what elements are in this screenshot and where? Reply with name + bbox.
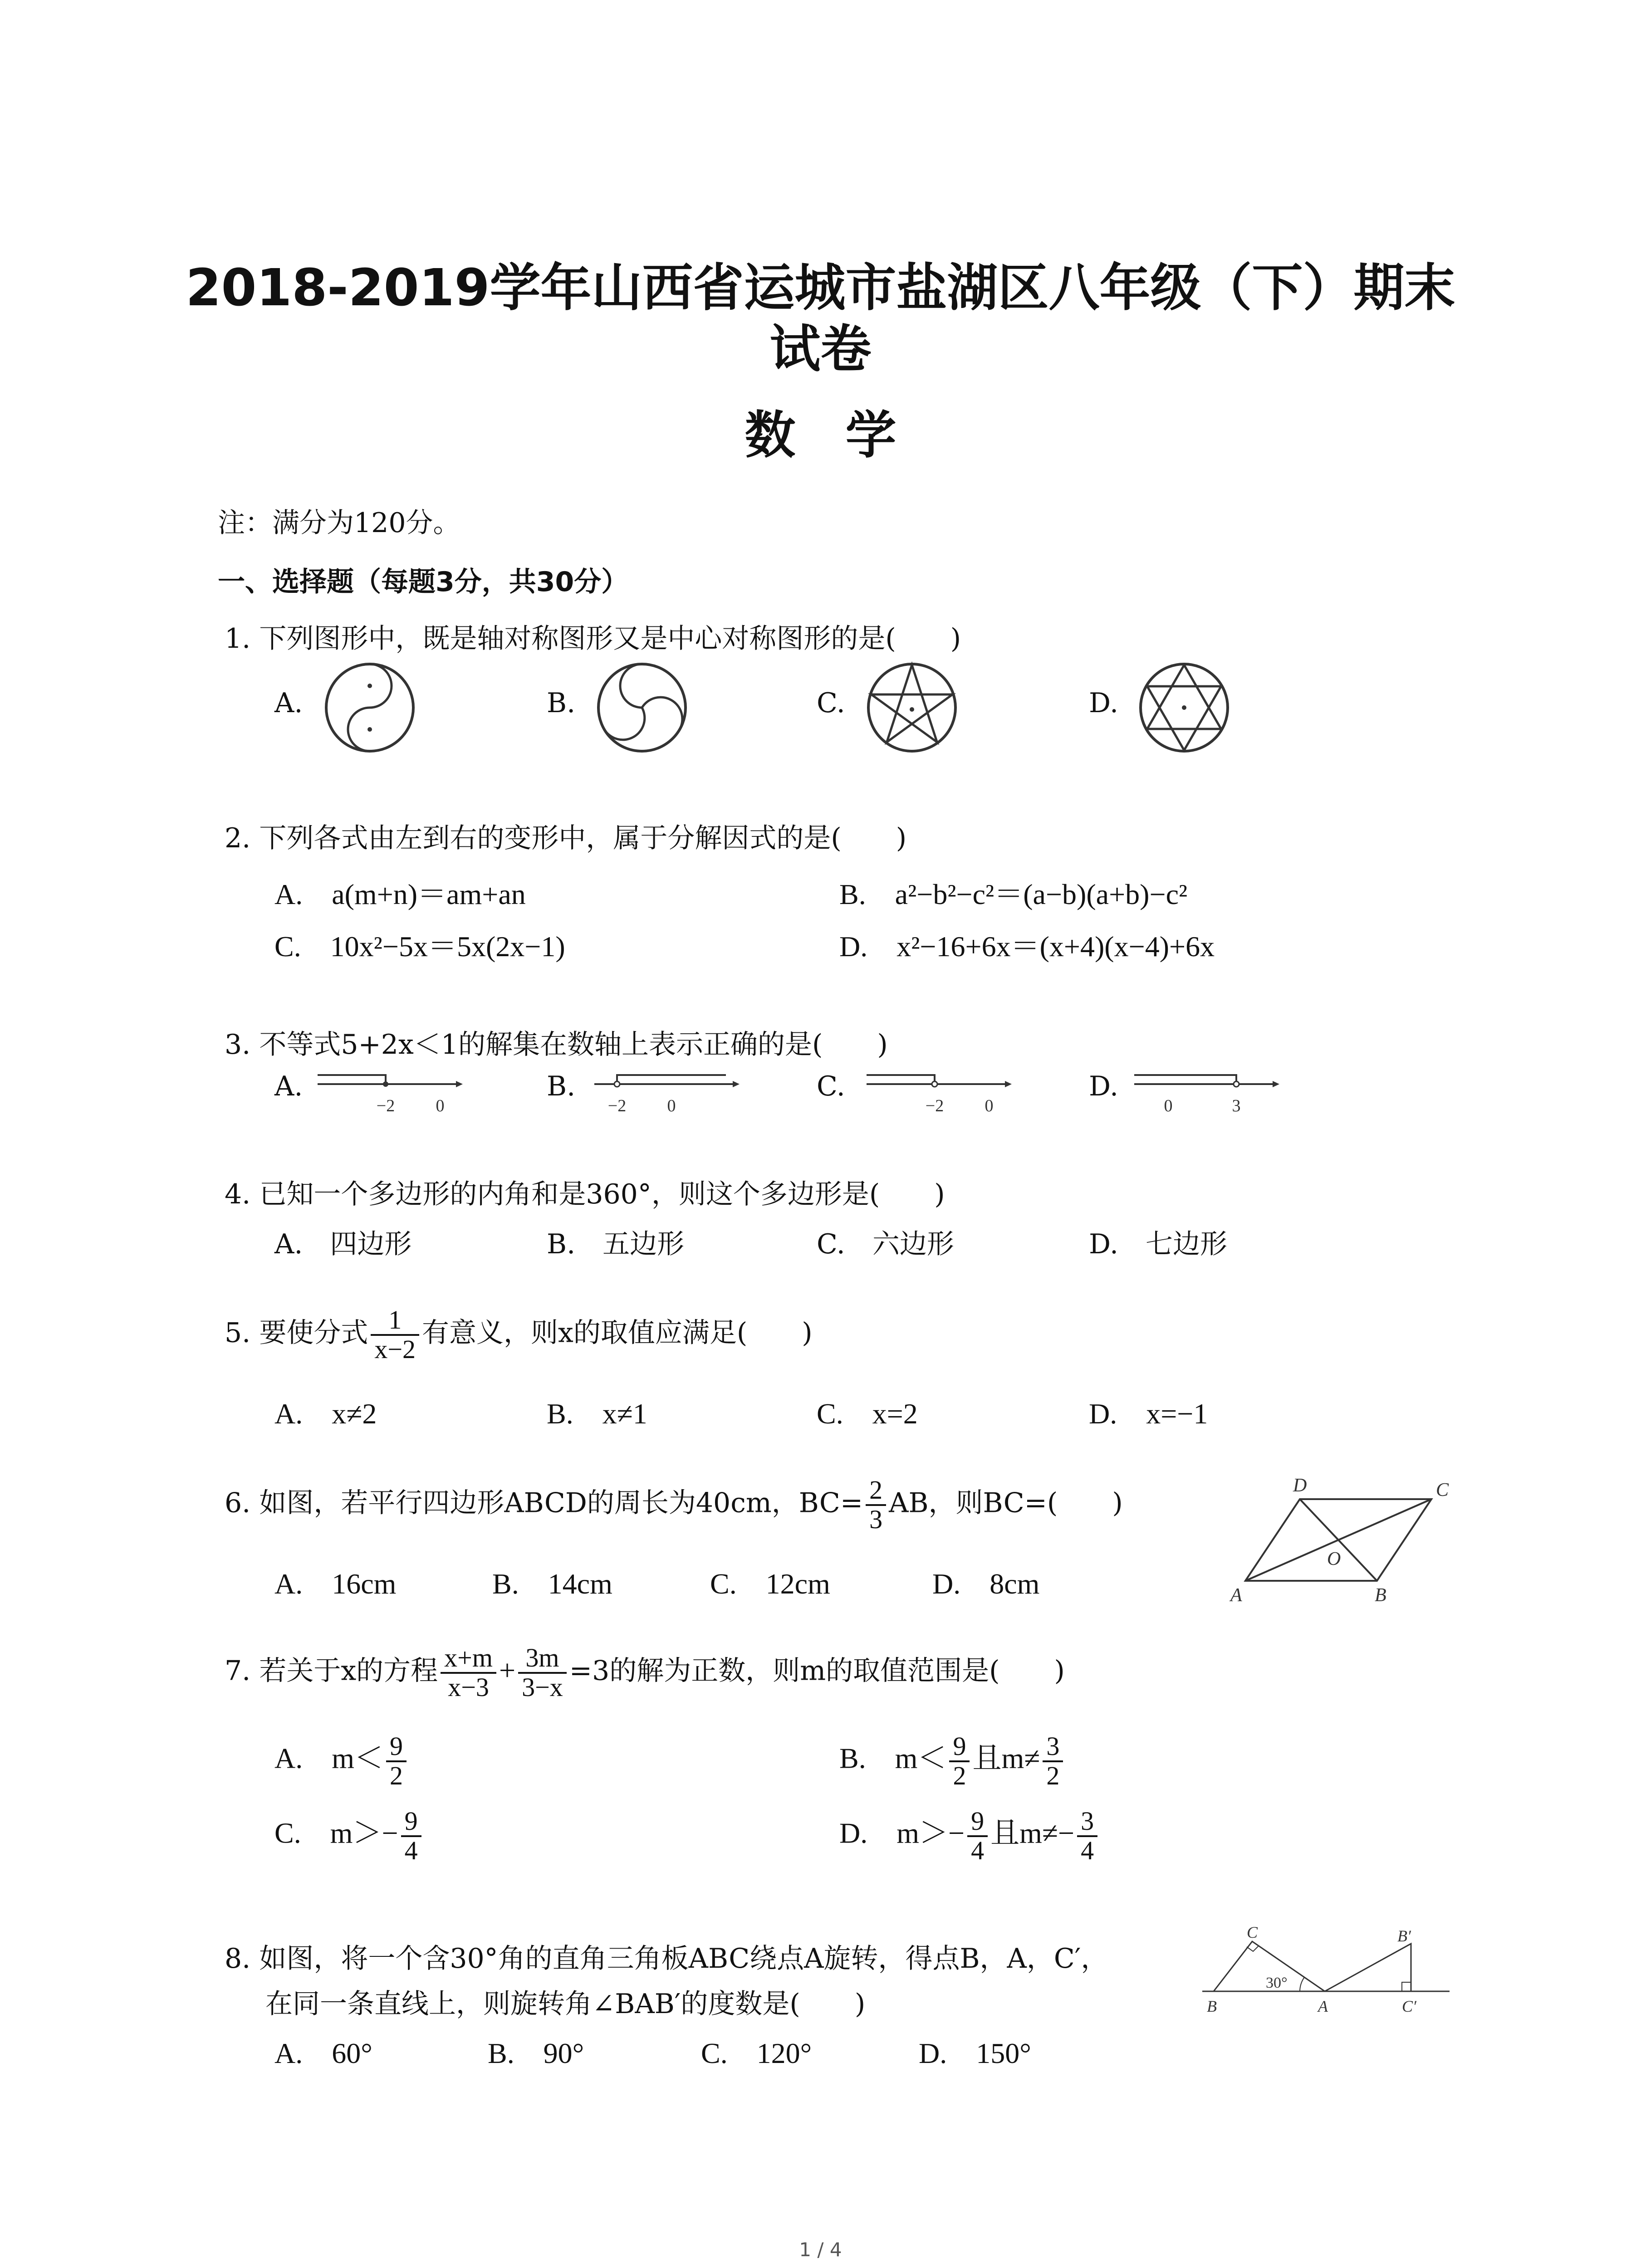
q5-option-b[interactable]: B. x≠1	[547, 1398, 647, 1430]
q1-stem: 1. 下列图形中，既是轴对称图形又是中心对称图形的是( )	[225, 623, 961, 655]
q7-option-b[interactable]	[839, 1733, 1066, 1790]
q7-b-den2: 2	[1046, 1760, 1060, 1790]
hexagram-figure	[1139, 662, 1230, 753]
q7-c-fraction	[401, 1808, 421, 1865]
q6-frac-num: 2	[866, 1476, 886, 1506]
q7-c-pre: C. m＞−	[274, 1817, 398, 1849]
subject-title: 数学	[745, 406, 946, 465]
q7-d-fraction-1	[967, 1808, 988, 1865]
title-line1: 2018-2019学年山西省运城市盐湖区八年级（下）期末	[186, 259, 1455, 318]
q4-option-d[interactable]: D. 七边形	[1089, 1228, 1228, 1260]
q6-option-c[interactable]: C. 12cm	[710, 1568, 830, 1600]
q5-stem	[225, 1306, 813, 1364]
q8-option-b[interactable]: B. 90°	[488, 2037, 584, 2069]
number-line-b-tick-1: −2	[607, 1096, 627, 1115]
q7-b-fraction-2	[1043, 1733, 1063, 1790]
q1-label-d: D.	[1089, 687, 1119, 719]
q8-option-d[interactable]: D. 150°	[919, 2037, 1031, 2069]
q3-label-c: C.	[817, 1070, 845, 1102]
title-line2: 试卷	[769, 320, 872, 379]
number-line-a-tick-1: −2	[376, 1096, 395, 1115]
q7-d-den: 4	[971, 1835, 985, 1865]
center-o-label: O	[1327, 1549, 1341, 1569]
yin-yang-figure	[324, 662, 415, 753]
q4-option-a[interactable]: A. 四边形	[274, 1228, 412, 1260]
q7-option-d[interactable]	[839, 1808, 1100, 1865]
number-line-c-tick-2: 0	[985, 1096, 994, 1115]
q7-stem-pre: 7. 若关于x的方程	[225, 1655, 438, 1687]
number-line-d	[1134, 1066, 1279, 1116]
q6-option-d[interactable]: D. 8cm	[932, 1568, 1040, 1600]
q7-a-num: 9	[386, 1733, 407, 1762]
q7-plus: +	[499, 1654, 516, 1686]
q7-b-fraction-1	[949, 1733, 970, 1790]
q4-option-c[interactable]: C. 六边形	[817, 1228, 954, 1260]
q3-stem: 3. 不等式5+2x＜1的解集在数轴上表示正确的是( )	[225, 1029, 888, 1061]
point-c-prime-label: C′	[1402, 1997, 1416, 2015]
q4-stem: 4. 已知一个多边形的内角和是360°，则这个多边形是( )	[225, 1178, 945, 1210]
q4-option-b[interactable]: B. 五边形	[547, 1228, 685, 1260]
parallelogram-figure	[1225, 1474, 1452, 1610]
page-number: 1 / 4	[799, 2239, 842, 2261]
number-line-b	[594, 1066, 740, 1116]
q7-c-den: 4	[404, 1835, 418, 1865]
triple-swirl-figure	[597, 662, 687, 753]
q3-label-d: D.	[1089, 1070, 1119, 1102]
angle-30-label: 30°	[1266, 1975, 1288, 1991]
q7-f1-den: x−3	[448, 1672, 489, 1702]
vertex-a-label: A	[1230, 1585, 1242, 1606]
q5-stem-post: 有意义，则x的取值应满足( )	[422, 1317, 813, 1349]
q5-stem-pre: 5. 要使分式	[225, 1317, 368, 1349]
number-line-c-tick-1: −2	[925, 1096, 944, 1115]
q6-frac-den: 3	[869, 1504, 883, 1534]
q7-fraction-1	[441, 1644, 496, 1701]
q7-d-mid: 且m≠−	[990, 1817, 1075, 1849]
q7-b-pre: B. m＜	[839, 1742, 947, 1774]
number-line-d-tick-2: 3	[1232, 1096, 1241, 1115]
q5-option-d[interactable]: D. x=−1	[1089, 1398, 1208, 1430]
q7-option-a[interactable]	[274, 1733, 409, 1790]
q7-d-fraction-2	[1077, 1808, 1097, 1865]
q8-stem-line1: 8. 如图，将一个含30°角的直角三角板ABC绕点A旋转，得点B，A，C′，	[225, 1943, 1108, 1975]
q7-f2-num: 3m	[518, 1644, 567, 1674]
vertex-c-label: C	[1436, 1480, 1449, 1501]
q5-option-a[interactable]: A. x≠2	[274, 1398, 377, 1430]
pentagram-figure	[867, 662, 957, 753]
q1-label-b: B.	[547, 687, 576, 719]
q8-option-c[interactable]: C. 120°	[701, 2037, 812, 2069]
q5-frac-num: 1	[371, 1306, 419, 1336]
q7-a-pre: A. m＜	[274, 1742, 383, 1774]
q2-option-b[interactable]: B. a²−b²−c²＝(a−b)(a+b)−c²	[839, 878, 1188, 910]
q7-stem	[225, 1644, 1065, 1701]
q7-f2-den: 3−x	[522, 1672, 563, 1702]
point-a-label: A	[1318, 1997, 1328, 2015]
vertex-b-label: B	[1375, 1585, 1386, 1606]
point-b-prime-label: B′	[1397, 1927, 1411, 1945]
q2-option-c[interactable]: C. 10x²−5x＝5x(2x−1)	[274, 930, 565, 963]
q7-stem-post: =3的解为正数，则m的取值范围是( )	[569, 1655, 1065, 1687]
q6-stem-post: AB，则BC=( )	[889, 1487, 1123, 1519]
q6-option-a[interactable]: A. 16cm	[274, 1568, 397, 1600]
q6-stem	[225, 1476, 1123, 1534]
rotated-triangle-figure	[1202, 1923, 1456, 2028]
q7-a-fraction	[386, 1733, 407, 1790]
q3-label-a: A.	[274, 1070, 303, 1102]
q7-option-c[interactable]	[274, 1808, 424, 1865]
section-heading: 一、选择题（每题3分，共30分）	[218, 566, 629, 598]
q2-option-d[interactable]: D. x²−16+6x＝(x+4)(x−4)+6x	[839, 930, 1215, 963]
q7-f1-num: x+m	[441, 1644, 496, 1674]
q7-d-num2: 3	[1077, 1808, 1097, 1837]
number-line-a	[318, 1066, 463, 1116]
q1-label-a: A.	[274, 687, 303, 719]
q8-option-a[interactable]: A. 60°	[274, 2037, 372, 2069]
number-line-a-tick-2: 0	[436, 1096, 445, 1115]
q6-option-b[interactable]: B. 14cm	[492, 1568, 612, 1600]
q3-label-b: B.	[547, 1070, 576, 1102]
q6-stem-pre: 6. 如图，若平行四边形ABCD的周长为40cm，BC=	[225, 1487, 863, 1519]
q7-d-den2: 4	[1081, 1835, 1094, 1865]
q2-stem: 2. 下列各式由左到右的变形中，属于分解因式的是( )	[225, 822, 907, 854]
q7-b-den: 2	[953, 1760, 966, 1790]
score-note: 注：满分为120分。	[218, 507, 460, 539]
q7-b-num: 9	[949, 1733, 970, 1762]
q2-option-a[interactable]: A. a(m+n)＝am+an	[274, 878, 526, 910]
q7-d-num: 9	[967, 1808, 988, 1837]
q6-fraction	[866, 1476, 886, 1534]
q7-fraction-2	[518, 1644, 567, 1701]
q7-a-den: 2	[390, 1760, 403, 1790]
number-line-d-tick-1: 0	[1164, 1096, 1173, 1115]
q7-b-num2: 3	[1043, 1733, 1063, 1762]
point-b-label: B	[1207, 1997, 1217, 2015]
q8-stem-line2: 在同一条直线上，则旋转角∠BAB′的度数是( )	[265, 1988, 866, 2020]
number-line-b-tick-2: 0	[667, 1096, 676, 1115]
vertex-d-label: D	[1293, 1475, 1307, 1496]
point-c-label: C	[1247, 1923, 1258, 1941]
q7-d-pre: D. m＞−	[839, 1817, 965, 1849]
q7-b-mid: 且m≠	[972, 1742, 1040, 1774]
q5-frac-den: x−2	[374, 1334, 416, 1364]
q7-c-num: 9	[401, 1808, 421, 1837]
q5-option-c[interactable]: C. x=2	[817, 1398, 918, 1430]
q1-label-c: C.	[817, 687, 845, 719]
number-line-c	[867, 1066, 1012, 1116]
q5-fraction	[371, 1306, 419, 1364]
